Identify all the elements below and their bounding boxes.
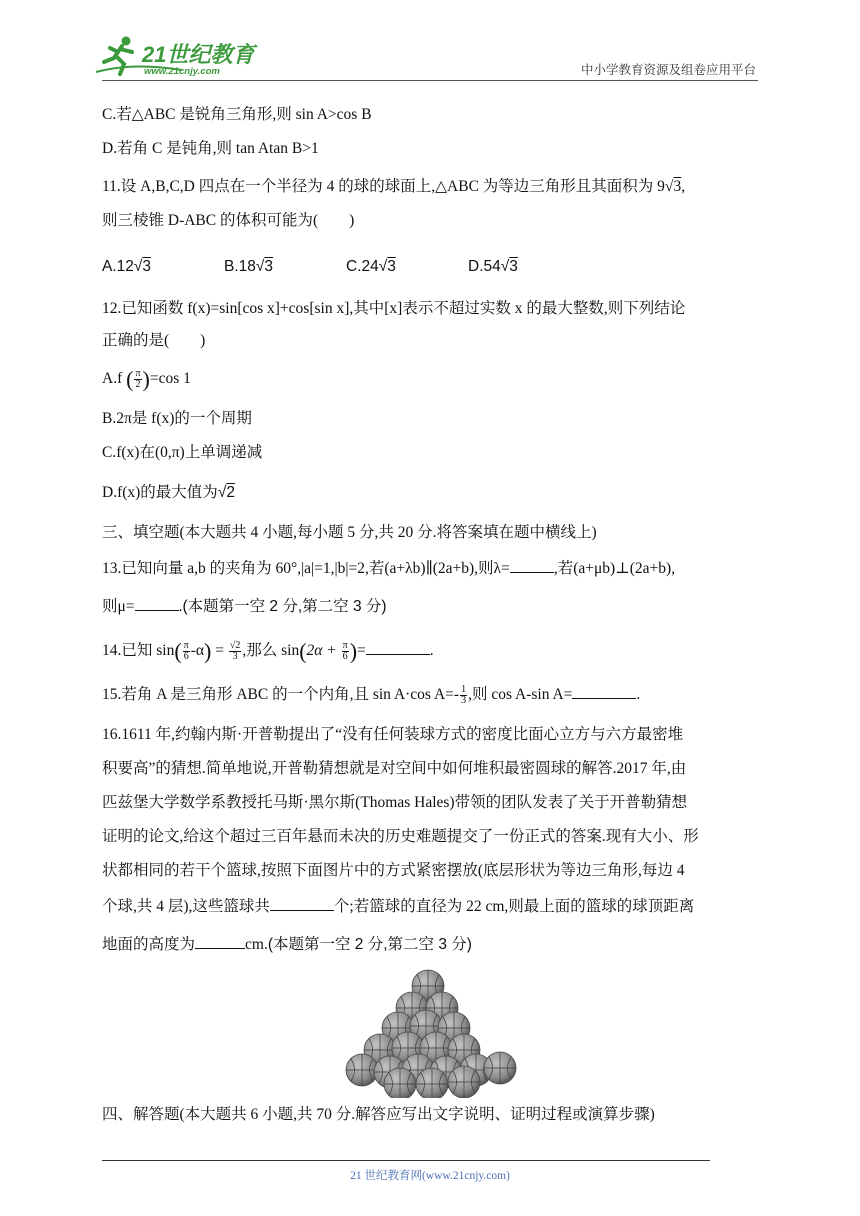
q11-line-1: 11.设 A,B,C,D 四点在一个半径为 4 的球的球面上,△ABC 为等边三角形且其面积为 9√3,: [102, 178, 686, 195]
header-divider: [102, 80, 758, 81]
basketball: [416, 1068, 448, 1098]
answer-blank[interactable]: [270, 894, 334, 911]
platform-name: 中小学教育资源及组卷应用平台: [580, 63, 756, 77]
q16-line-5: 状都相同的若干个篮球,按照下面图片中的方式紧密摆放(底层形状为等边三角形,每边 4: [102, 862, 685, 879]
footer-divider: [102, 1160, 710, 1161]
page-footer: 21 世纪教育网(www.21cnjy.com): [350, 1170, 510, 1182]
logo-main-text: 21世纪教育: [142, 42, 255, 67]
answer-blank[interactable]: [572, 682, 636, 699]
q11-option-b: B.18√3: [224, 258, 274, 275]
q16-line-6: 个球,共 4 层),这些篮球共 个;若篮球的直径为 22 cm,则最上面的篮球的球顶距离: [102, 894, 694, 918]
q16-line-1: 16.1611 年,约翰内斯·开普勒提出了“没有任何装球方式的密度比面心立方与六方最密堆: [102, 726, 684, 743]
q16-line-2: 积要高”的猜想.简单地说,开普勒猜想就是对空间中如何堆积最密圆球的解答.2017 年,由: [102, 760, 687, 777]
q12-option-d: D.f(x)的最大值为√2: [102, 484, 235, 501]
answer-blank[interactable]: [135, 594, 179, 611]
basketball: [448, 1066, 480, 1098]
answer-blank[interactable]: [510, 556, 554, 573]
q12-option-c: C.f(x)在(0,π)上单调递减: [102, 444, 263, 461]
q16-line-3: 匹兹堡大学数学系教授托马斯·黑尔斯(Thomas Hales)带领的团队发表了关于开普勒猜想: [102, 794, 688, 811]
q12-line-2: 正确的是( ): [102, 332, 206, 349]
q11-line-2: 则三棱锥 D-ABC 的体积可能为( ): [102, 212, 355, 229]
q11-option-a: A.12√3: [102, 258, 152, 275]
q11-options: [102, 256, 590, 278]
section-4-heading: 四、解答题(本大题共 6 小题,共 70 分.解答应写出文字说明、证明过程或演算步骤): [102, 1106, 655, 1123]
q12-line-1: 12.已知函数 f(x)=sin[cos x]+cos[sin x],其中[x]表示不超过实数 x 的最大整数,则下列结论: [102, 300, 686, 317]
q11-option-c: C.24√3: [346, 258, 396, 275]
q10-option-d: D.若角 C 是钝角,则 tan Atan B>1: [102, 140, 319, 157]
q12-option-a: A.f ( $\frac{\pi}{2}$ )=cos 1: [102, 366, 191, 392]
ball-layer: [346, 970, 516, 1098]
answer-blank[interactable]: [366, 638, 430, 655]
q13-line-1: 13.已知向量 a,b 的夹角为 60°,|a|=1,|b|=2,若(a+λb)∥(2a+b),则λ= ,若(a+μb)⊥(2a+b),: [102, 556, 675, 580]
basketball-pyramid-image: [340, 968, 520, 1098]
q12-option-b: B.2π是 f(x)的一个周期: [102, 410, 252, 427]
page-header: [0, 0, 860, 84]
basketball: [346, 1054, 378, 1086]
section-3-heading: 三、填空题(本大题共 4 小题,每小题 5 分,共 20 分.将答案填在题中横线上): [102, 524, 597, 541]
basketball: [484, 1052, 516, 1084]
q16-line-4: 证明的论文,给这个超过三百年悬而未决的历史难题提交了一份正式的答案.现有大小、形: [102, 828, 699, 845]
q14-line: 14.已知 sin( $\frac{\pi}{6}$ -α) = $\frac{√2}{3}$ ,那么 sin(2α + $\frac{\pi}{6}$ )= .: [102, 638, 434, 664]
q13-line-2: 则μ= .(本题第一空 2 分,第二空 3 分): [102, 594, 387, 618]
q16-line-7: 地面的高度为 cm.(本题第一空 2 分,第二空 3 分): [102, 932, 472, 956]
q10-option-c: C.若△ABC 是锐角三角形,则 sin A>cos B: [102, 106, 372, 123]
q11-option-d: D.54√3: [468, 258, 518, 275]
basketball: [384, 1068, 416, 1098]
answer-blank[interactable]: [195, 932, 245, 949]
site-logo: [92, 32, 262, 78]
logo-url-text: www.21cnjy.com: [144, 66, 220, 77]
q15-line: 15.若角 A 是三角形 ABC 的一个内角,且 sin A·cos A=- $\frac{1}{3}$ ,则 cos A-sin A= .: [102, 683, 641, 706]
